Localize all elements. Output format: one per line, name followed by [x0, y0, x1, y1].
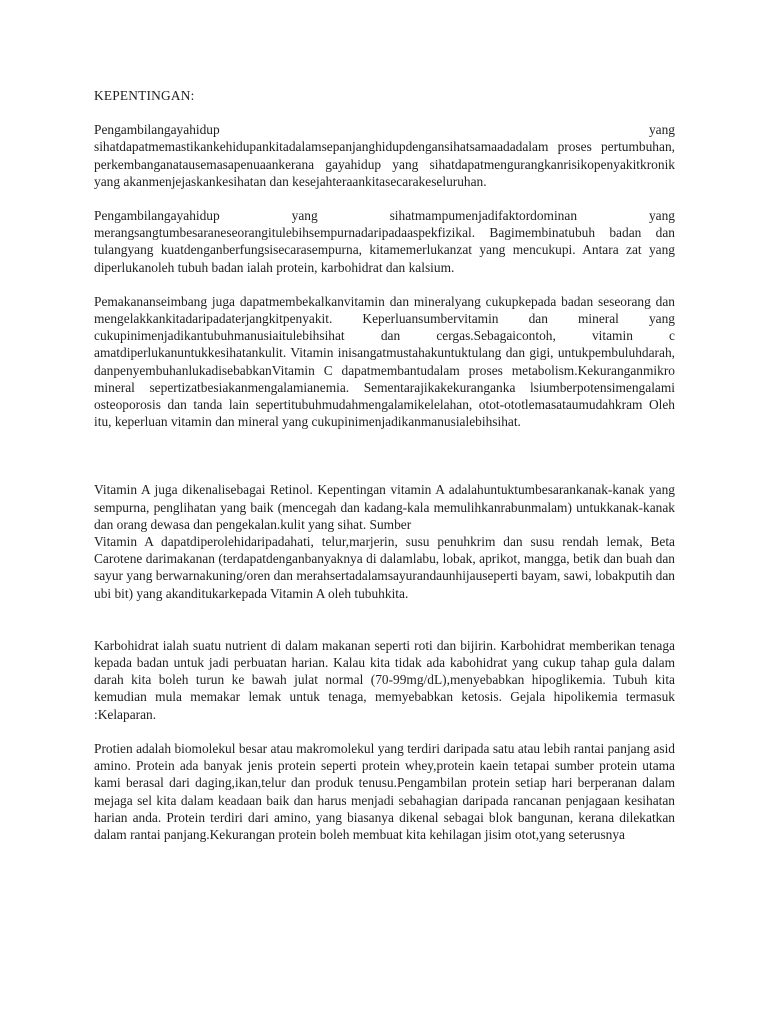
document-heading: KEPENTINGAN: [94, 88, 195, 103]
document-page [94, 87, 675, 843]
paragraph-lifestyle-intro: Pengambilangayahidup yang sihatdapatmemastikankehidupankitadalamsepanjanghidupdengansihatsamaadadalam proses pertumbuhan, perkembanganatausemasapenuaankerana gayahidup yang sihatdapatmengurangkanrisikopenyakitkronik yang akanmenjejaskankesihatan dan kesejahteraankitasecarakeseluruhan. [94, 122, 675, 189]
paragraph-healthy-lifestyle-growth: Pengambilangayahidup yang sihatmampumenjadifaktordominan yang merangsangtumbesaraneseorangitulebihsempurnadaripadaaspekfizikal. Bagimembinatubuh badan dan tulangyang kuatdenganberfungsisecarasempurna, kitamemerlukanzat yang mencukupi. Antara zat yang diperlukanoleh tubuh badan ialah protein, karbohidrat dan kalsium. [94, 208, 675, 275]
paragraph-protein: Protien adalah biomolekul besar atau makromolekul yang terdiri daripada satu atau lebih rantai panjang asid amino. Protein ada banyak jenis protein seperti protein whey,protein kaein tetapai sumber protein utama kami berasal dari daging,ikan,telur dan produk tenusu.Pengambilan protein setiap hari berperanan dalam mejaga sel kita dalam keadaan baik dan harus menjadi sebahagian daripada rancanan penjagaan kesihatan harian anda. Protein terdiri dari amino, yang biasanya dikenal sebagai blok bangunan, kerana dilekatkan dalam rantai panjang.Kekurangan protein boleh membuat kita kehilagan jisim otot,yang seterusnya [94, 740, 675, 842]
paragraph-spacer [94, 602, 675, 637]
paragraph-balanced-diet: Pemakananseimbang juga dapatmembekalkanvitamin dan mineralyang cukupkepada badan seseorang dan mengelakkankitadaripadaterjangkitpenyakit. Keperluansumbervitamin dan mineral yang cukupinimenjadikantubuhmanusiaitulebihsihat dan cergas.Sebagaicontoh, vitamin c amatdiperlukanuntukkesihatankulit. Vitamin inisangatmustahakuntuktulang dan gigi, untukpembuluhdarah, danpenyembuhanlukadisebabkanVitamin C dapatmembantudalam proses metabolism.Kekuranganmikro mineral sepertizatbesiakanmengalamianemia. Sementarajikakekuranganka lsiumberpotensimengalami osteoporosis dan tanda lain sepertitubuhmudahmengalamikelelahan, otot-ototlemasataumudahkram Oleh itu, keperluan vitamin dan mineral yang cukupinimenjadikanmanusialebihsihat. [94, 293, 675, 430]
paragraph-spacer [94, 723, 675, 740]
paragraph-vitamin-a-importance: Vitamin A juga dikenalisebagai Retinol. Kepentingan vitamin A adalahuntuktumbesarankanak-kanak yang sempurna, penglihatan yang baik (mencegah dan kadang-kala memulihkanrabunmalam) untukkanak-kanak dan orang dewasa dan pengekalan.kulit yang sihat. Sumber [94, 482, 675, 532]
paragraph-spacer [94, 276, 675, 293]
paragraph-vitamin-a-sources: Vitamin A dapatdiperolehidaripadahati, telur,marjerin, susu penuhkrim dan susu rendah lemak, Beta Carotene darimakanan (terdapatdenganbanyaknya di dalamlabu, lobak, aprikot, mangga, betik dan buah dan sayur yang berwarnakuning/oren dan merahsertadalamsayurandaunhijauseperti bayam, sawi, lobakputih dan ubi bit) yang akanditukarkepada Vitamin A oleh tubuhkita. [94, 534, 675, 601]
paragraph-carbohydrate: Karbohidrat ialah suatu nutrient di dalam makanan seperti roti dan bijirin. Karbohidrat memberikan tenaga kepada badan untuk jadi perbuatan harian. Kalau kita tidak ada kabohidrat yang cukup tahap gula dalam darah kita boleh turun ke bawah julat normal (70-99mg/dL),menyebabkan hipoglikemia. Tubuh kita kemudian mula memakar lemak untuk tenaga, memyebabkan ketosis. Gejala hipolikemia termasuk :Kelaparan. [94, 637, 675, 722]
paragraph-spacer [94, 430, 675, 481]
paragraph-spacer [94, 190, 675, 207]
